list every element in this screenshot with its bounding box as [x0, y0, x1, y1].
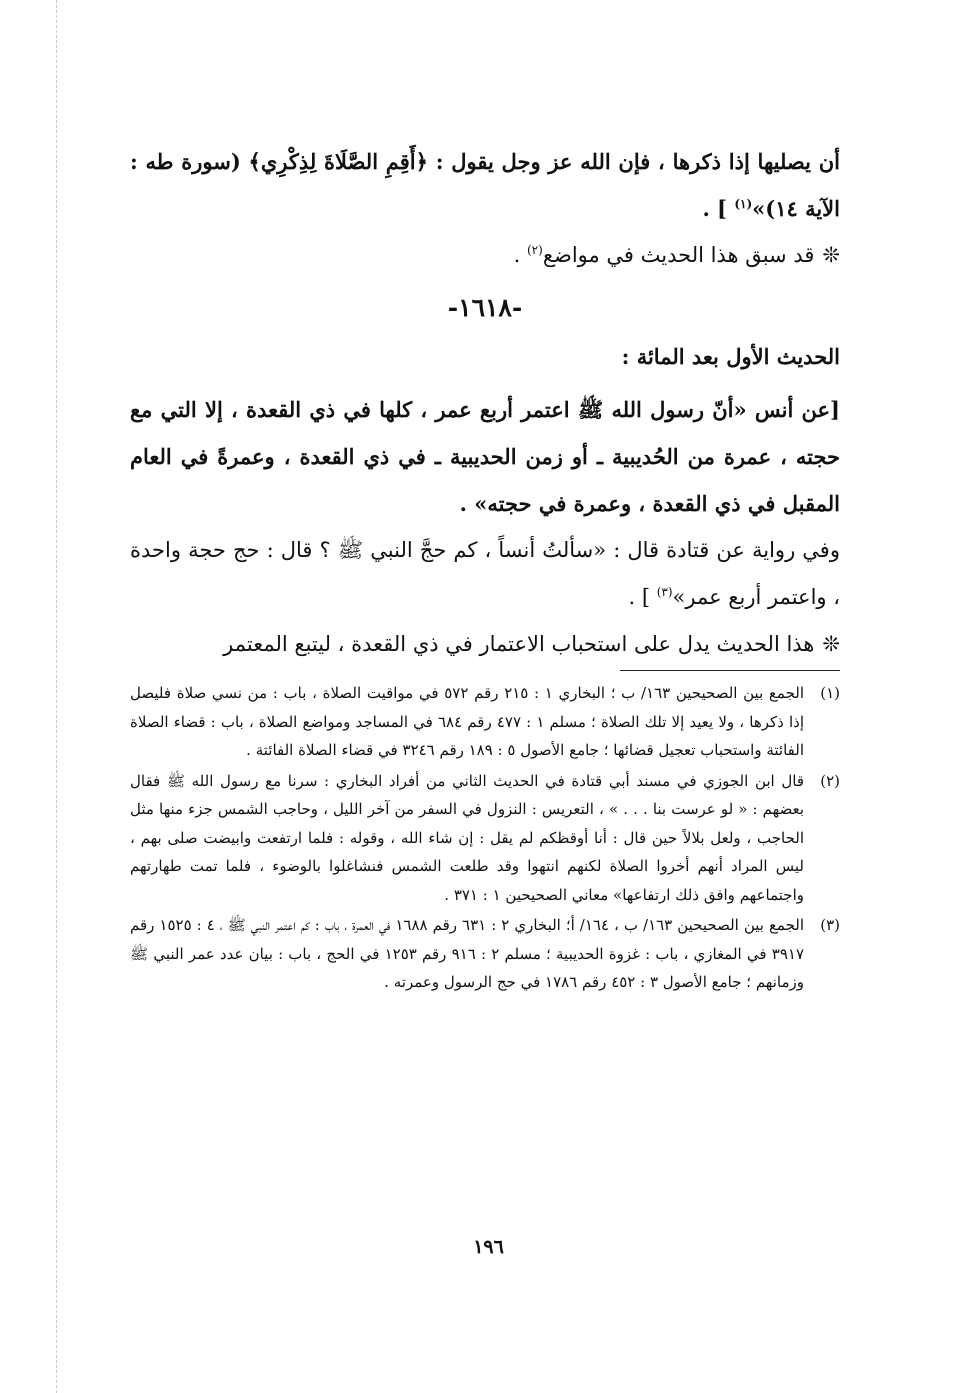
footnote-text: قال ابن الجوزي في مسند أبي قتادة في الحديث الثاني من أفراد البخاري : سرنا مع رسول الله ﷺ فقال بعضهم : « لو عرست بنا . . . » ، التعريس : النزول في السفر من آخر الليل ، وحاجب الشمس جزء منها مثل الحاجب ، ولعل بلالاً حين قال : أنا أوقظكم لم يقل : إن شاء الله ، وقوله : فلما ارتفعت وابيضت صلى بهم ، ليس المراد أنهم أخروا الصلاة لكنهم انتهوا وقد طلعت الشمس فنشاغلوا بالوضوء ، فلما تمت طهارتهم واجتماعهم وافق ذلك ارتفاعها» معاني الصحيحين ١ : ٣٧١ .	[130, 771, 804, 904]
star-bullet-icon: ❊	[822, 243, 840, 267]
hadith-number: -١٦١٨-	[447, 293, 523, 322]
star-bullet-icon: ❊	[822, 632, 840, 656]
note-previous-mentions	[130, 232, 840, 279]
footnote-ref-2[interactable]: (٢)	[526, 243, 543, 257]
hadith-text: [عن أنس «أنّ رسول الله ﷺ اعتمر أربع عمر ، كلها في ذي القعدة ، إلا التي مع حجته ، عمرة من الحُديبية ـ أو زمن الحديبية ـ في ذي القعدة ، وعمرةً في العام المقبل في ذي القعدة ، وعمرة في حجته» .	[130, 397, 840, 516]
footnote-number: (٢)	[820, 771, 840, 790]
footnote-1	[130, 679, 840, 765]
footnote-ref-3[interactable]: (٣)	[656, 585, 673, 599]
riwaya-text: وفي رواية عن قتادة قال : «سألتُ أنساً ، كم حجَّ النبي ﷺ ؟ قال : حج حجة واحدة ، واعتمر أربع عمر»	[130, 538, 840, 609]
footnote-number: (١)	[820, 684, 840, 702]
paragraph-verse-end: ] .	[702, 196, 735, 221]
commentary-paragraph	[130, 621, 840, 668]
commentary-text: هذا الحديث يدل على استحباب الاعتمار في ذي القعدة ، ليتبع المعتمر	[223, 632, 815, 656]
footnote-text: الجمع بين الصحيحين ١٦٣/ ب ، ١٦٤/ أ؛ البخاري ٢ : ٦٣١ رقم ١٦٨٨ في العمرة ، باب : كم اعتمر النبي ﷺ ، ٤ : ١٥٢٥ رقم ٣٩١٧ في المغازي ، باب : غزوة الحديبية ؛ مسلم ٢ : ٩١٦ رقم ١٢٥٣ في الحج ، باب : بيان عدد عمر النبي ﷺ وزمانهم ؛ جامع الأصول ٣ : ٤٥٢ رقم ١٧٨٦ في حج الرسول وعمرته .	[130, 916, 805, 991]
footnote-text: الجمع بين الصحيحين ١٦٣/ ب ؛ البخاري ١ : ٢١٥ رقم ٥٧٢ في مواقيت الصلاة ، باب : من نسي صلاة فليصل إذا ذكرها ، ولا يعيد إلا تلك الصلاة ؛ مسلم ١ : ٤٧٧ رقم ٦٨٤ في المساجد ومواضع الصلاة ، باب : قضاء الصلاة الفائتة واستحباب تعجيل قضائها ؛ جامع الأصول ٥ : ١٨٩ رقم ٣٢٤٦ في قضاء الصلاة الفائتة .	[130, 684, 805, 759]
footnote-3	[130, 911, 840, 997]
paragraph-verse-text: أن يصليها إذا ذكرها ، فإن الله عز وجل يقول : ﴿أَقِمِ الصَّلَاةَ لِذِكْرِي﴾ (سورة طه : الآية ١٤)»	[130, 149, 840, 221]
scan-edge-line	[56, 0, 57, 1393]
note-end: .	[513, 243, 527, 267]
riwaya-end: ] .	[628, 585, 657, 609]
footnote-divider	[620, 670, 840, 671]
footnote-ref-1[interactable]: (١)	[734, 197, 753, 211]
page-content	[130, 138, 840, 997]
footnote-number: (٣)	[820, 916, 840, 934]
paragraph-verse	[130, 138, 840, 232]
riwaya-paragraph	[130, 527, 840, 621]
page-number: ١٩٦	[473, 1236, 504, 1258]
note-text: قد سبق هذا الحديث في مواضع	[542, 243, 815, 267]
footnote-2	[130, 767, 840, 910]
section-heading: الحديث الأول بعد المائة :	[621, 344, 840, 369]
